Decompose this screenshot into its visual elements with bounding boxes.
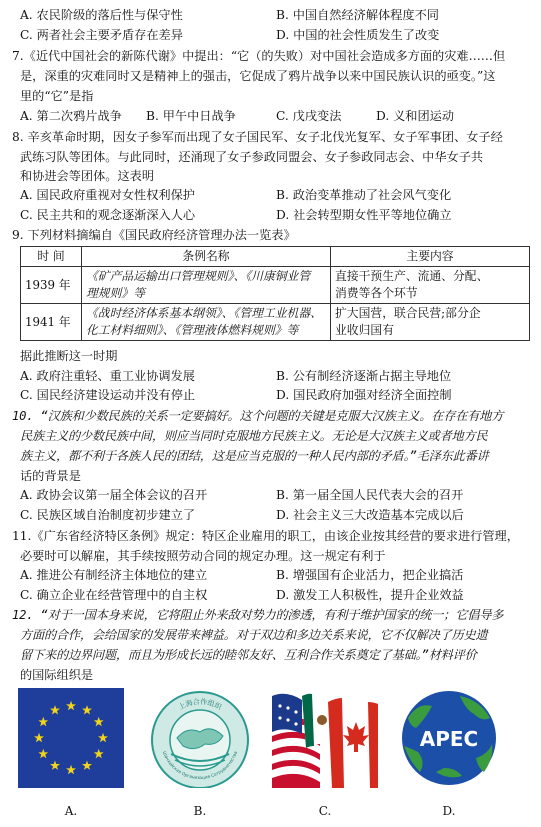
q9-option-c[interactable]: C. 国民经济建设运动并没有停止 <box>20 388 196 402</box>
q12-stem-line-4: 的国际组织是 <box>20 668 94 682</box>
q11-option-b[interactable]: B. 增强国有企业活力，把企业搞活 <box>276 568 464 582</box>
table-cell-content <box>331 267 530 304</box>
table-cell-regulation <box>82 304 331 341</box>
table-row <box>21 267 530 304</box>
regulation-line: 理规则》等 <box>86 286 145 300</box>
q10-option-d[interactable]: D. 社会主义三大改造基本完成以后 <box>276 508 464 522</box>
nafta-flags-image[interactable] <box>272 688 378 788</box>
q11-option-c[interactable]: C. 确立企业在经营管理中的自主权 <box>20 588 208 602</box>
q12-option-d-caption[interactable]: D. <box>442 804 456 818</box>
table-row <box>21 304 530 341</box>
q10-option-b[interactable]: B. 第一届全国人民代表大会的召开 <box>276 488 464 502</box>
table-header-content: 主要内容 <box>331 247 530 267</box>
q12-option-b-caption[interactable]: B. <box>193 804 207 818</box>
q8-stem-line-1: 8. 辛亥革命时期，因女子参军而出现了女子国民军、女子北伐光复军、女子军事团、女子经 <box>12 130 503 144</box>
table-cell-year: 1941 年 <box>21 304 82 341</box>
sco-emblem-image[interactable] <box>147 688 253 788</box>
regulation-line: 《矿产品运输出口管理规则》、《川康铜业管 <box>86 269 311 283</box>
q10-stem-line-2: 民族主义的少数民族中间，则应当同时克服地方民族主义。无论是大汉族主义或者地方民 <box>20 429 488 443</box>
table-cell-content <box>331 304 530 341</box>
content-line: 消费等各个环节 <box>335 286 418 300</box>
q9-stem-after: 据此推断这一时期 <box>20 349 118 363</box>
q7-stem-line-3: 里的“它”是指 <box>20 89 94 103</box>
q7-option-a[interactable]: A. 第二次鸦片战争 <box>20 109 122 123</box>
q12-stem-line-2: 方面的合作，会给国家的发展带来裨益。对于双边和多边关系来说，它不仅解决了历史遗 <box>20 628 488 642</box>
q7-option-b[interactable]: B. 甲午中日战争 <box>146 109 236 123</box>
q12-stem-line-3: 留下来的边界问题，而且为形成长远的睦邻友好、互利合作关系奠定了基础。”材料评价 <box>20 648 477 662</box>
content-line: 扩大国营，联合民营;部分企 <box>335 306 481 320</box>
q12-option-c-caption[interactable]: C. <box>318 804 332 818</box>
q8-option-a[interactable]: A. 国民政府重视对女性权利保护 <box>20 188 195 202</box>
q9-table <box>20 246 530 341</box>
eu-flag-image[interactable] <box>18 688 124 788</box>
q10-stem-line-4: 话的背景是 <box>20 469 81 483</box>
q10-stem-line-1: 10. “汉族和少数民族的关系一定要搞好。这个问题的关键是克服大汉族主义。在存在有地方 <box>12 409 504 423</box>
table-cell-year: 1939 年 <box>21 267 82 304</box>
q8-stem-line-3: 和协进会等团体。这表明 <box>20 169 155 183</box>
q12-stem-line-1: 12. “对于一国本身来说，它将阻止外来敌对势力的渗透，有利于维护国家的统一；它倡导多 <box>12 608 504 622</box>
q11-option-d[interactable]: D. 激发工人积极性，提升企业效益 <box>276 588 464 602</box>
table-header-time: 时 间 <box>21 247 82 267</box>
q7-option-c[interactable]: C. 戊戌变法 <box>276 109 342 123</box>
q12-option-a-caption[interactable]: A. <box>64 804 78 818</box>
q9-stem-line-1: 9. 下列材料摘编自《国民政府经济管理办法一览表》 <box>12 228 296 242</box>
content-line: 业收归国有 <box>335 323 394 337</box>
sco-bottom-text: Шанхайская Организация Сотрудничества <box>160 750 240 782</box>
q10-option-c[interactable]: C. 民族区域自治制度初步建立了 <box>20 508 196 522</box>
canada-flag-icon <box>328 697 378 788</box>
apec-globe-image[interactable] <box>396 688 502 788</box>
regulation-line: 化工材料细则》、《管理液体燃料规则》等 <box>86 323 299 337</box>
q6-option-c[interactable]: C. 两者社会主要矛盾存在差异 <box>20 28 183 42</box>
regulation-line: 《战时经济体系基本纲领》、《管理工业机器、 <box>86 306 322 320</box>
q8-stem-line-2: 武练习队等团体。与此同时，还涌现了女子参政同盟会、女子参政同志会、中华女子共 <box>20 150 484 164</box>
q11-stem-line-2: 必要时可以解雇，其手续按照劳动合同的规定办理。这一规定有利于 <box>20 549 386 563</box>
table-header-row <box>21 247 530 267</box>
q10-stem-line-3: 族主义，都不利于各族人民的团结，这是应当克服的一种人民内部的矛盾。”毛泽东此番讲 <box>20 449 489 463</box>
q8-option-c[interactable]: C. 民主共和的观念逐渐深入人心 <box>20 208 196 222</box>
content-line: 直接干预生产、流通、分配、 <box>335 269 489 283</box>
q11-stem-line-1: 11.《广东省经济特区条例》规定：特区企业雇用的职工，由该企业按其经营的要求进行管理， <box>12 529 519 543</box>
q7-stem-line-1: 7.《近代中国社会的新陈代谢》中提出：“它（的失败）对中国社会造成多方面的灾难……但 <box>12 49 506 63</box>
q9-option-d[interactable]: D. 国民政府加强对经济全面控制 <box>276 388 452 402</box>
q7-stem-line-2: 是，深重的灾难同时又是精神上的强击，它促成了鸦片战争以来中国民族认识的亟变。”这 <box>20 69 496 83</box>
table-header-regulation: 条例名称 <box>82 247 331 267</box>
q8-option-d[interactable]: D. 社会转型期女性平等地位确立 <box>276 208 452 222</box>
apec-text: APEC <box>419 727 479 751</box>
q9-option-a[interactable]: A. 政府注重轻、重工业协调发展 <box>20 369 195 383</box>
table-cell-regulation <box>82 267 331 304</box>
q8-option-b[interactable]: B. 政治变革推动了社会风气变化 <box>276 188 452 202</box>
q7-option-d[interactable]: D. 义和团运动 <box>376 109 455 123</box>
sco-top-text: 上海合作组织 <box>177 697 223 712</box>
q6-option-b[interactable]: B. 中国自然经济解体程度不同 <box>276 8 439 22</box>
q6-option-a[interactable]: A. 农民阶级的落后性与保守性 <box>20 8 183 22</box>
q9-option-b[interactable]: B. 公有制经济逐渐占据主导地位 <box>276 369 452 383</box>
q10-option-a[interactable]: A. 政协会议第一届全体会议的召开 <box>20 488 208 502</box>
q6-option-d[interactable]: D. 中国的社会性质发生了改变 <box>276 28 440 42</box>
q11-option-a[interactable]: A. 推进公有制经济主体地位的建立 <box>20 568 208 582</box>
